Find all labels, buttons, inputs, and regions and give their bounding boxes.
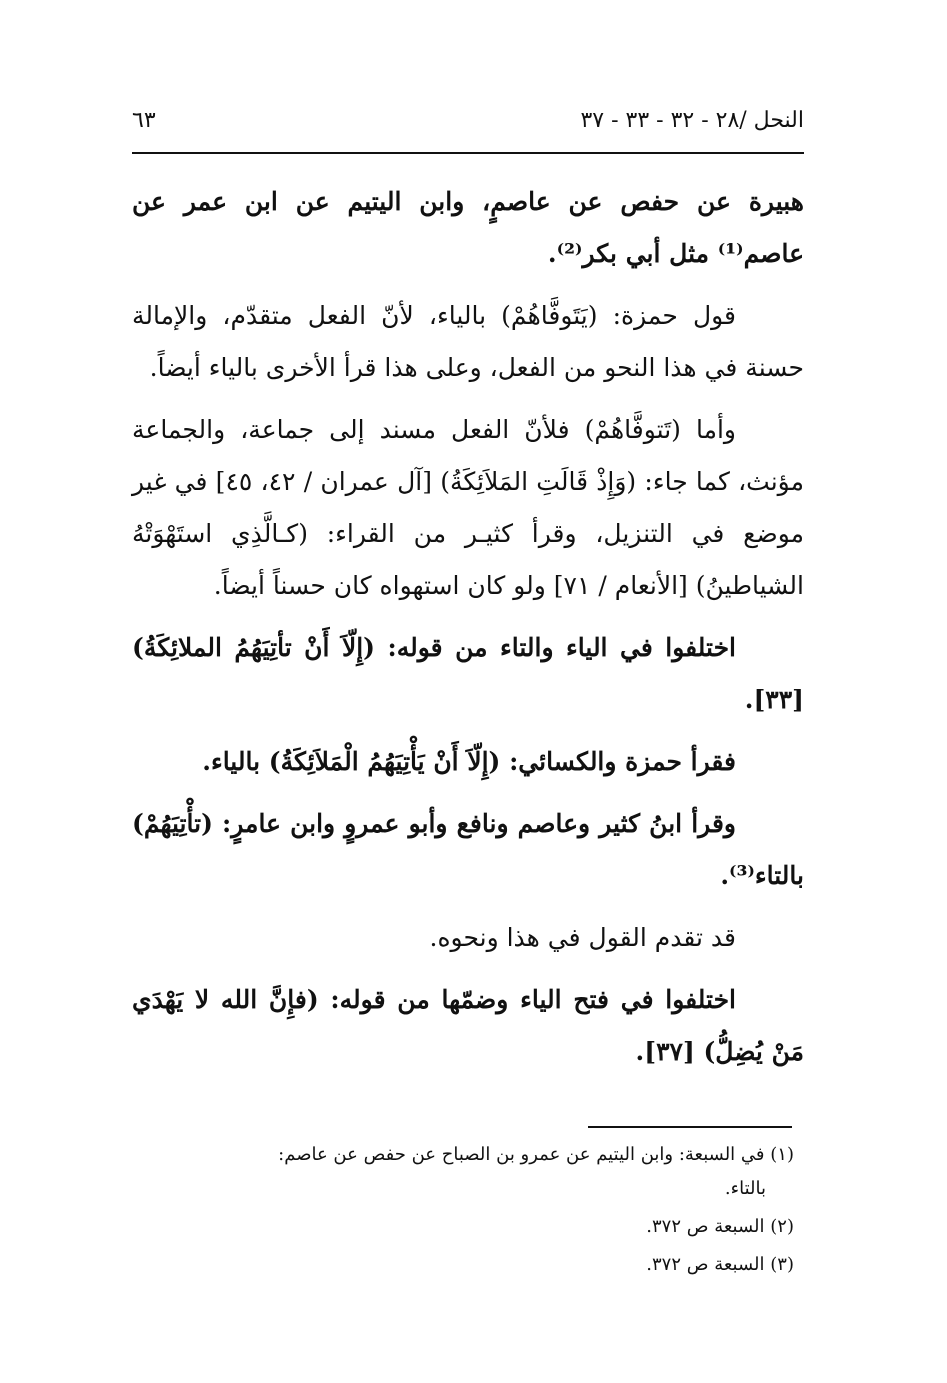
paragraph-2: قول حمزة: (يَتَوفَّاهُمْ) بالياء، لأنّ الفعل متقدّم، والإمالة حسنة في هذا النحو من الفعل، وعلى هذا قرأ الأخرى بالياء أيضاً.	[132, 301, 804, 382]
paragraph-5: فقرأ حمزة والكسائي: (إِلّاَ أَنْ يَأْتِيَهُمُ الْمَلاَئِكَةُ) بالياء.	[202, 747, 736, 776]
footnote-text: في السبعة: وابن اليتيم عن عمرو بن الصباح عن حفص عن عاصم:	[278, 1144, 765, 1165]
paragraph-6: وقرأ ابنُ كثير وعاصم ونافع وأبو عمروٍ وابن عامرٍ: (تأْتِيَهُمْ) بالتاء⁽³⁾.	[132, 809, 804, 890]
footnotes	[132, 1138, 794, 1286]
paragraph-1: هبيرة عن حفص عن عاصمٍ، وابن اليتيم عن ابن عمر عن عاصم⁽¹⁾ مثل أبي بكر⁽²⁾.	[132, 187, 804, 268]
footnote-text: السبعة ص ٣٧٢.	[646, 1254, 765, 1275]
footnote-marker: (١)	[770, 1144, 794, 1165]
footnote-text: السبعة ص ٣٧٢.	[646, 1216, 765, 1237]
running-header	[132, 108, 804, 148]
footnote-marker: (٢)	[770, 1216, 794, 1237]
paragraph-4: اختلفوا في الياء والتاء من قوله: (إِلّاَ أَنْ تأتِيَهُمُ الملائِكَةُ) [٣٣].	[132, 633, 804, 714]
header-title: النحل /٢٨ - ٣٢ - ٣٣ - ٣٧	[580, 108, 804, 133]
footnote-continuation: بالتاء.	[724, 1178, 766, 1199]
footnote-1	[132, 1138, 794, 1206]
footnote-separator	[588, 1126, 792, 1128]
footnote-3	[132, 1248, 794, 1282]
paragraph-7: قد تقدم القول في هذا ونحوه.	[429, 923, 736, 952]
footnote-2	[132, 1210, 794, 1244]
header-rule	[132, 152, 804, 154]
main-text	[132, 176, 804, 1088]
paragraph-3: وأما (تَتوفَّاهُمْ) فلأنّ الفعل مسند إلى جماعة، والجماعة مؤنث، كما جاء: (وَإِذْ قَالَتِ المَلاَئِكَةُ) [آل عمران / ٤٢، ٤٥] في غير موضع في التنزيل، وقرأ كثيـر من القراء: (كـالَّذِي استَهْوَتْهُ الشياطينُ) [الأنعام / ٧١] ولو كان استهواه كان حسناً أيضاً.	[132, 415, 804, 600]
footnote-marker: (٣)	[770, 1254, 794, 1275]
paragraph-8: اختلفوا في فتح الياء وضمّها من قوله: (فإِنَّ الله لا يَهْدَي مَنْ يُضِلُّ) [٣٧].	[132, 985, 804, 1066]
page-number: ٦٣	[132, 108, 156, 133]
